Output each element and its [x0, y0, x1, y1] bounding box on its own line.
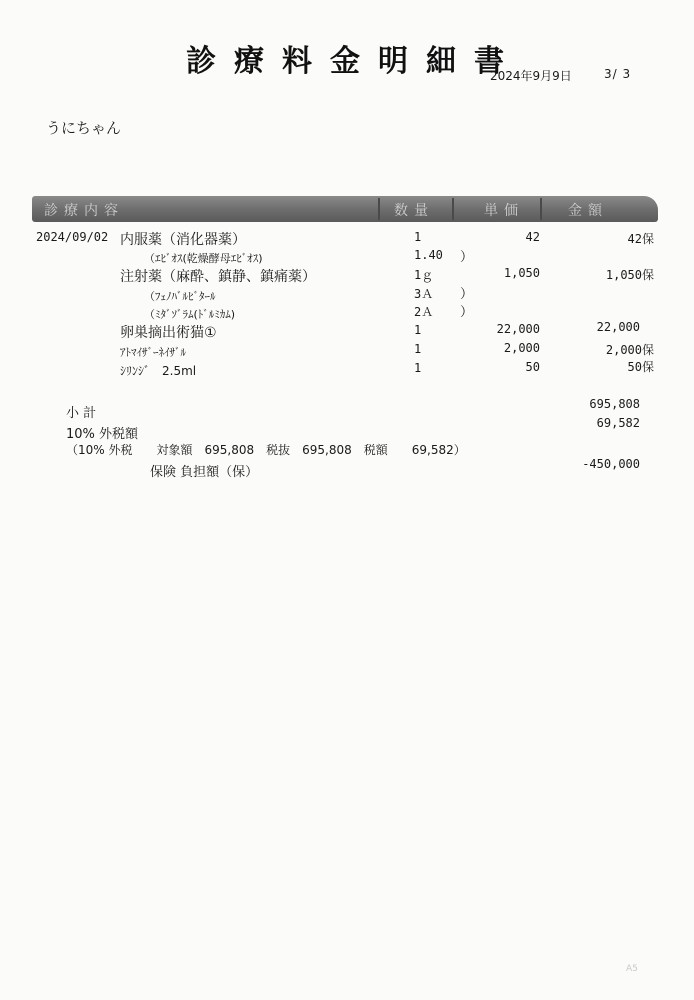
item-qty: 1 [414, 323, 422, 337]
subtotal-label: 小 計 [66, 406, 97, 421]
tax-value: 69,582 [596, 416, 640, 430]
item-name: （ﾌｪﾉﾊﾞﾙﾋﾞﾀｰﾙ [144, 290, 216, 303]
item-name: （ﾐﾀﾞｿﾞﾗﾑ(ﾄﾞﾙﾐｶﾑ) [144, 308, 236, 321]
item-paren: ） [460, 250, 474, 265]
item-name: ｱﾄﾏｲｻﾞｰﾈｲｻﾞﾙ [120, 346, 186, 359]
header-amount: 金額 [568, 203, 608, 219]
item-unit-price: 1,050 [503, 266, 540, 280]
item-qty: 1ｇ [414, 268, 434, 282]
item-amount: 50保 [627, 360, 654, 374]
item-date: 2024/09/02 [36, 230, 109, 244]
issue-date: 2024年9月9日 [490, 69, 572, 83]
table-header [32, 196, 658, 222]
item-qty: 1 [414, 230, 422, 244]
item-paren: ） [460, 305, 474, 320]
header-divider [540, 198, 542, 220]
item-amount: 22,000 [596, 320, 640, 334]
item-paren: ） [460, 287, 474, 302]
header-unit-price: 単価 [484, 203, 524, 219]
header-description: 診療内容 [44, 203, 124, 219]
patient-name: うにちゃん [46, 119, 122, 137]
item-unit-price: 42 [525, 230, 540, 244]
item-qty: 3Ａ [414, 287, 434, 301]
item-amount: 1,050保 [605, 268, 654, 282]
item-qty: 2Ａ [414, 305, 434, 319]
item-qty: 1 [414, 342, 422, 356]
item-unit-price: 50 [525, 360, 540, 374]
item-name: ｼﾘﾝｼﾞ 2.5ml [120, 364, 197, 378]
item-name: 注射薬（麻酔、鎮静、鎮痛薬） [120, 269, 316, 285]
item-qty: 1.40 [414, 248, 443, 262]
item-name: 卵巣摘出術猫① [120, 325, 217, 341]
page-number: 3/ 3 [604, 67, 632, 81]
item-qty: 1 [414, 361, 422, 375]
page-title: 診療料金明細書 [186, 44, 522, 79]
item-amount: 42保 [627, 232, 654, 246]
header-quantity: 数量 [394, 203, 434, 219]
tax-detail: （10% 外税 対象額 695,808 税抜 695,808 税額 69,582） [66, 443, 466, 457]
tax-label: 10% 外税額 [66, 427, 139, 442]
item-amount: 2,000保 [605, 343, 654, 357]
item-name: （ｴﾋﾞｵｽ(乾燥酵母ｴﾋﾞｵｽ) [144, 252, 263, 265]
item-name: 内服薬（消化器薬） [120, 232, 246, 248]
insurance-value: -450,000 [582, 457, 640, 471]
insurance-label: 保険 負担額（保） [150, 465, 259, 480]
item-unit-price: 2,000 [503, 341, 540, 355]
header-divider [378, 198, 380, 220]
corner-mark: A5 [626, 964, 638, 974]
header-divider [452, 198, 454, 220]
item-unit-price: 22,000 [496, 322, 540, 336]
subtotal-value: 695,808 [589, 397, 640, 411]
